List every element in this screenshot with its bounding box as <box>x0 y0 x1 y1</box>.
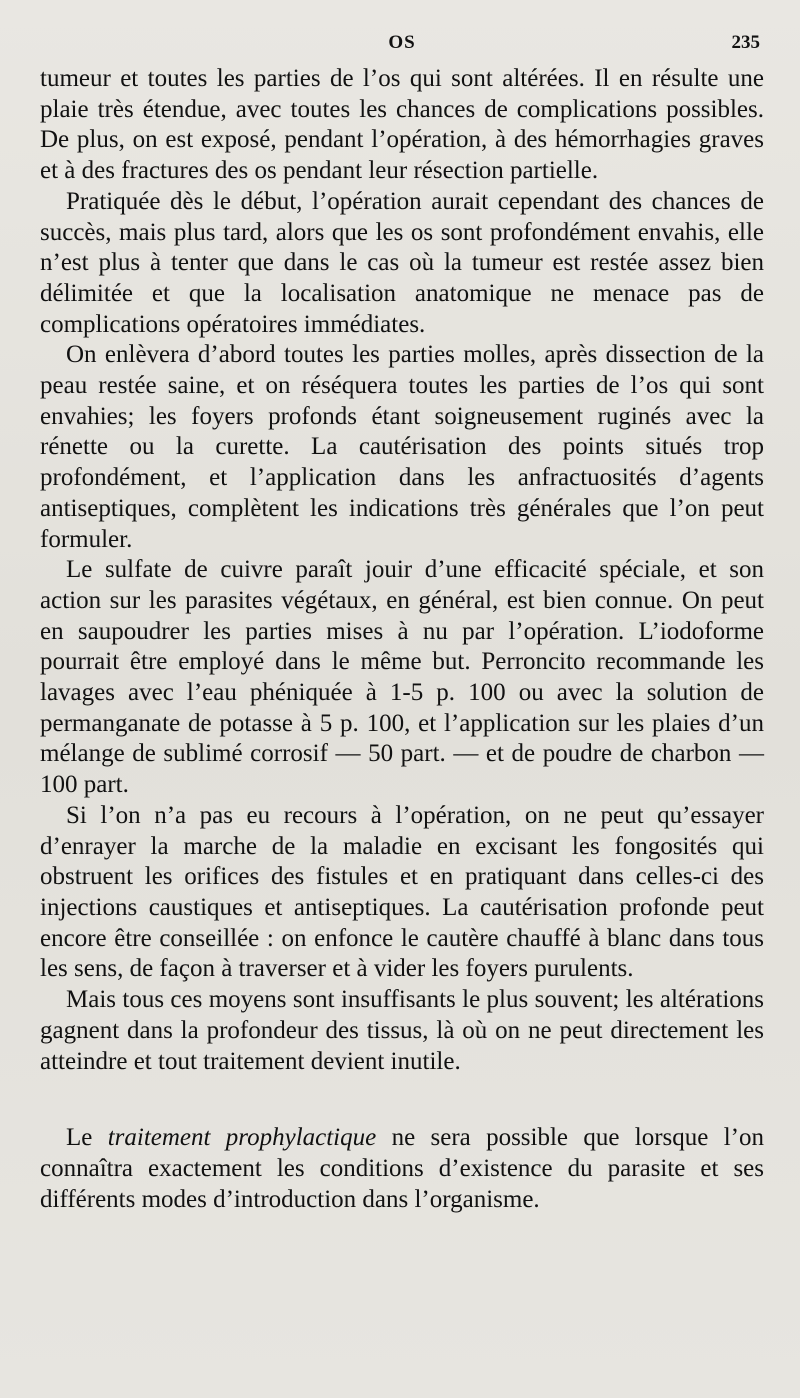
prophylaxis-term: traitement prophylactique <box>107 1124 377 1152</box>
prophylaxis-text: ne sera possible que lorsque l’on connaîtra exactement les conditions d’existence du parasite et ses différents modes d’introduction dans l’organisme. <box>40 1124 764 1213</box>
paragraph: Pratiquée dès le début, l’opération aurait cependant des chances de succès, mais plus tard, alors que les os sont profondément envahis, elle n’est plus à tenter que dans le cas où la tumeur est restée assez bien délimitée et que la localisation anatomique ne menace pas de complications opératoires immédiates. <box>40 187 764 338</box>
paragraph: Mais tous ces moyens sont insuffisants le plus souvent; les altérations gagnent dans la profondeur des tissus, là où on ne peut directement les atteindre et tout traitement devient inutile. <box>40 986 764 1075</box>
page-number: 235 <box>731 32 760 53</box>
prophylaxis-paragraph <box>40 1123 764 1215</box>
paragraph-continued: tumeur et toutes les parties de l’os qui sont altérées. Il en résulte une plaie très étendue, avec toutes les chances de complications possibles. De plus, on est exposé, pendant l’opération, à des hémorrhagies graves et à des fractures des os pendant leur résection partielle. <box>40 65 764 185</box>
paragraph: Si l’on n’a pas eu recours à l’opération, on ne peut qu’essayer d’enrayer la marche de la maladie en excisant les fongosités qui obstruent les orifices des fistules et en pratiquant dans celles-ci des injections caustiques et antiseptiques. La cautérisation profonde peut encore être conseillée : on enfonce le cautère chauffé à blanc dans tous les sens, de façon à traverser et à vider les foyers purulents. <box>40 801 764 983</box>
paragraph: Le sulfate de cuivre paraît jouir d’une efficacité spéciale, et son action sur les parasites végétaux, en général, est bien connue. On peut en saupoudrer les parties mises à nu par l’opération. L’iodoforme pourrait être employé dans le même but. Perroncito recommande les lavages avec l’eau phéniquée à 1-5 p. 100 ou avec la solution de permanganate de potasse à 5 p. 100, et l’application sur les plaies d’un mélange de sublimé corrosif — 50 part. — et de poudre de charbon — 100 part. <box>40 556 764 799</box>
section-gap <box>40 1077 764 1123</box>
running-header <box>40 32 764 58</box>
paragraph: On enlèvera d’abord toutes les parties molles, après dissection de la peau restée saine, et on réséquera toutes les parties de l’os qui sont envahies; les foyers profonds étant soigneusement ruginés avec la rénette ou la curette. La cautérisation des points situés trop profondément, et l’application dans les anfractuosités d’agents antiseptiques, complètent les indications très générales que l’on peut formuler. <box>40 341 764 553</box>
body-text <box>40 64 764 1215</box>
prophylaxis-lead: Le <box>66 1124 108 1152</box>
running-title: OS <box>388 32 416 53</box>
